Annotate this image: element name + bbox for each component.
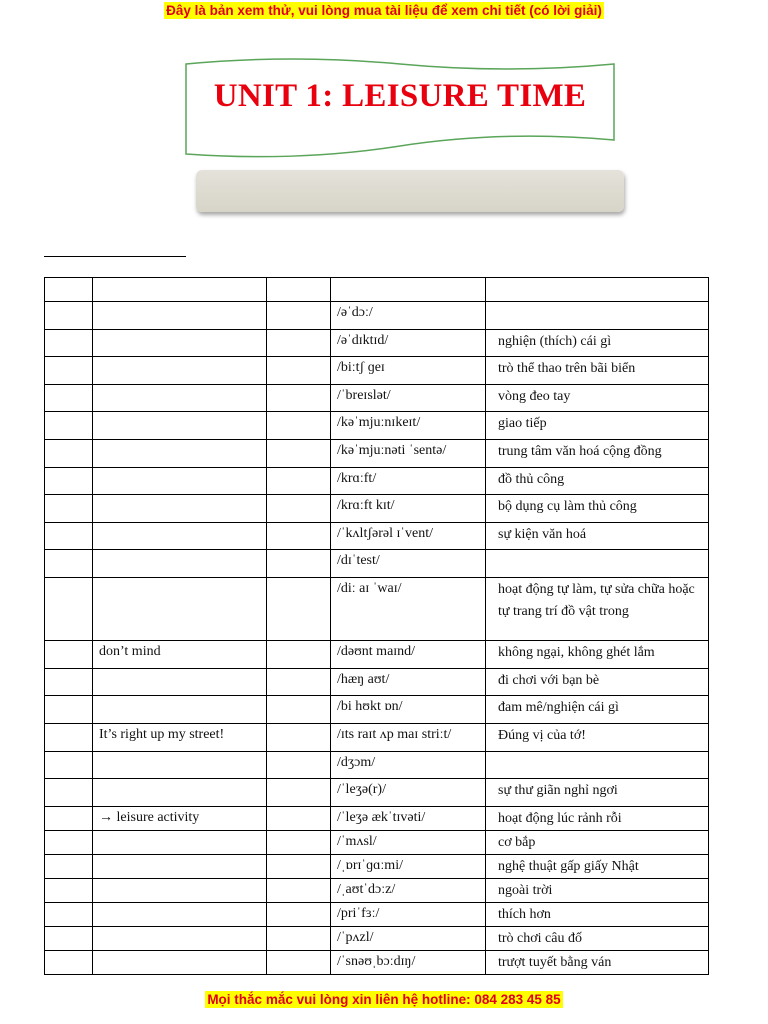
word-cell [93,831,267,855]
row-number-cell [45,357,93,385]
word-type-cell [267,807,331,831]
word-cell [93,412,267,440]
word-type-cell [267,385,331,412]
word-type-cell [267,357,331,385]
pronunciation-cell: /əˈdɪktɪd/ [331,330,486,357]
table-row [45,385,709,412]
table-row [45,752,709,779]
pronunciation-cell: /kəˈmjuːnəti ˈsentə/ [331,440,486,468]
table-row [45,440,709,468]
meaning-cell [486,302,709,330]
row-number-cell [45,578,93,641]
table-row [45,903,709,927]
table-row [45,724,709,752]
meaning-cell: ngoài trời [486,879,709,903]
meaning-cell: vòng đeo tay [486,385,709,412]
row-number-cell [45,523,93,550]
pronunciation-cell: /ˈleʒə(r)/ [331,779,486,807]
pronunciation-cell: /kəˈmjuːnɪkeɪt/ [331,412,486,440]
word-type-cell [267,752,331,779]
word-type-cell [267,330,331,357]
pronunciation-cell: /ˈbreɪslət/ [331,385,486,412]
subtitle-bar [196,170,624,212]
table-row [45,831,709,855]
row-number-cell [45,302,93,330]
row-number-cell [45,550,93,578]
word-type-cell [267,641,331,669]
word-cell [93,951,267,975]
pronunciation-cell: /ˈpʌzl/ [331,927,486,951]
table-row [45,779,709,807]
word-cell: It’s right up my street! [93,724,267,752]
table-row [45,951,709,975]
vocabulary-table [44,277,709,975]
pronunciation-cell [331,278,486,302]
table-row [45,855,709,879]
hotline-notice-text: Mọi thắc mắc vui lòng xin liên hệ hotline: 084 283 45 85 [207,992,561,1007]
row-number-cell [45,779,93,807]
meaning-cell: giao tiếp [486,412,709,440]
table-row [45,879,709,903]
table-row [45,578,709,641]
word-cell [93,278,267,302]
word-cell [93,302,267,330]
meaning-cell: hoạt động tự làm, tự sửa chữa hoặc tự trang trí đồ vật trong [486,578,709,641]
pronunciation-cell: /əˈdɔː/ [331,302,486,330]
word-type-cell [267,578,331,641]
pronunciation-cell: /ˌɒrɪˈɡɑːmi/ [331,855,486,879]
word-cell [93,440,267,468]
word-cell [93,779,267,807]
row-number-cell [45,807,93,831]
title-banner [183,58,617,158]
meaning-cell: đồ thủ công [486,468,709,495]
word-cell [93,927,267,951]
row-number-cell [45,412,93,440]
table-row [45,495,709,523]
row-number-cell [45,879,93,903]
table-row [45,412,709,440]
meaning-cell: đam mê/nghiện cái gì [486,696,709,724]
word-type-cell [267,903,331,927]
preview-notice [0,2,768,20]
pronunciation-cell: /diː aɪ ˈwaɪ/ [331,578,486,641]
row-number-cell [45,903,93,927]
word-type-cell [267,879,331,903]
pronunciation-cell: /priˈfɜː/ [331,903,486,927]
meaning-cell: trượt tuyết bằng ván [486,951,709,975]
meaning-cell: trò chơi câu đố [486,927,709,951]
row-number-cell [45,278,93,302]
pronunciation-cell: /dəʊnt maɪnd/ [331,641,486,669]
word-type-cell [267,550,331,578]
word-cell [93,495,267,523]
table-row [45,669,709,696]
row-number-cell [45,951,93,975]
row-number-cell [45,495,93,523]
pronunciation-cell: /ˌaʊtˈdɔːz/ [331,879,486,903]
word-cell [93,550,267,578]
row-number-cell [45,468,93,495]
word-cell [93,385,267,412]
meaning-cell [486,278,709,302]
table-row [45,468,709,495]
row-number-cell [45,752,93,779]
table-row [45,696,709,724]
row-number-cell [45,440,93,468]
table-row [45,550,709,578]
word-cell [93,357,267,385]
row-number-cell [45,927,93,951]
meaning-cell: hoạt động lúc rảnh rỗi [486,807,709,831]
hotline-notice [0,991,768,1009]
word-type-cell [267,951,331,975]
meaning-cell: đi chơi với bạn bè [486,669,709,696]
meaning-cell: sự kiện văn hoá [486,523,709,550]
pronunciation-cell: /dɪˈtest/ [331,550,486,578]
row-number-cell [45,669,93,696]
table-row [45,807,709,831]
row-number-cell [45,385,93,412]
meaning-cell: trung tâm văn hoá cộng đồng [486,440,709,468]
table-row [45,927,709,951]
word-cell [93,468,267,495]
meaning-cell: không ngại, không ghét lắm [486,641,709,669]
word-cell [93,752,267,779]
pronunciation-cell: /ˈkʌltʃərəl ɪˈvent/ [331,523,486,550]
word-type-cell [267,831,331,855]
word-cell [93,855,267,879]
meaning-cell: cơ bắp [486,831,709,855]
meaning-cell: trò thể thao trên bãi biển [486,357,709,385]
meaning-cell: thích hơn [486,903,709,927]
pronunciation-cell: /ɪts raɪt ʌp maɪ striːt/ [331,724,486,752]
word-cell: don’t mind [93,641,267,669]
word-type-cell [267,779,331,807]
pronunciation-cell: /ˈmʌsl/ [331,831,486,855]
pronunciation-cell: /dʒɔm/ [331,752,486,779]
word-cell: → leisure activity [93,807,267,831]
meaning-cell: nghệ thuật gấp giấy Nhật [486,855,709,879]
word-cell [93,696,267,724]
table-row [45,641,709,669]
section-underline [44,256,186,257]
table-row [45,330,709,357]
word-type-cell [267,278,331,302]
table-row [45,357,709,385]
row-number-cell [45,641,93,669]
pronunciation-cell: /ˈsnəʊˌbɔːdɪŋ/ [331,951,486,975]
row-number-cell [45,330,93,357]
word-type-cell [267,724,331,752]
word-type-cell [267,927,331,951]
row-number-cell [45,831,93,855]
table-row [45,302,709,330]
word-cell [93,669,267,696]
word-type-cell [267,440,331,468]
row-number-cell [45,696,93,724]
meaning-cell: Đúng vị của tớ! [486,724,709,752]
pronunciation-cell: /bi hʊkt ɒn/ [331,696,486,724]
word-cell [93,523,267,550]
meaning-cell: sự thư giãn nghỉ ngơi [486,779,709,807]
pronunciation-cell: /krɑːft/ [331,468,486,495]
table-row [45,523,709,550]
word-type-cell [267,495,331,523]
word-cell [93,903,267,927]
word-type-cell [267,669,331,696]
word-type-cell [267,468,331,495]
pronunciation-cell: /ˈleʒə ækˈtɪvəti/ [331,807,486,831]
meaning-cell: nghiện (thích) cái gì [486,330,709,357]
word-cell [93,578,267,641]
word-type-cell [267,855,331,879]
word-type-cell [267,523,331,550]
table-row [45,278,709,302]
word-cell [93,879,267,903]
pronunciation-cell: /krɑːft kɪt/ [331,495,486,523]
word-type-cell [267,696,331,724]
row-number-cell [45,724,93,752]
pronunciation-cell: /hæŋ aʊt/ [331,669,486,696]
word-type-cell [267,302,331,330]
pronunciation-cell: /biːtʃ ɡeɪ [331,357,486,385]
meaning-cell: bộ dụng cụ làm thủ công [486,495,709,523]
meaning-cell [486,550,709,578]
word-cell [93,330,267,357]
word-type-cell [267,412,331,440]
preview-notice-text: Đây là bản xem thử, vui lòng mua tài liệu để xem chi tiết (có lời giải) [166,3,602,18]
meaning-cell [486,752,709,779]
page-title: UNIT 1: LEISURE TIME [213,78,587,114]
row-number-cell [45,855,93,879]
